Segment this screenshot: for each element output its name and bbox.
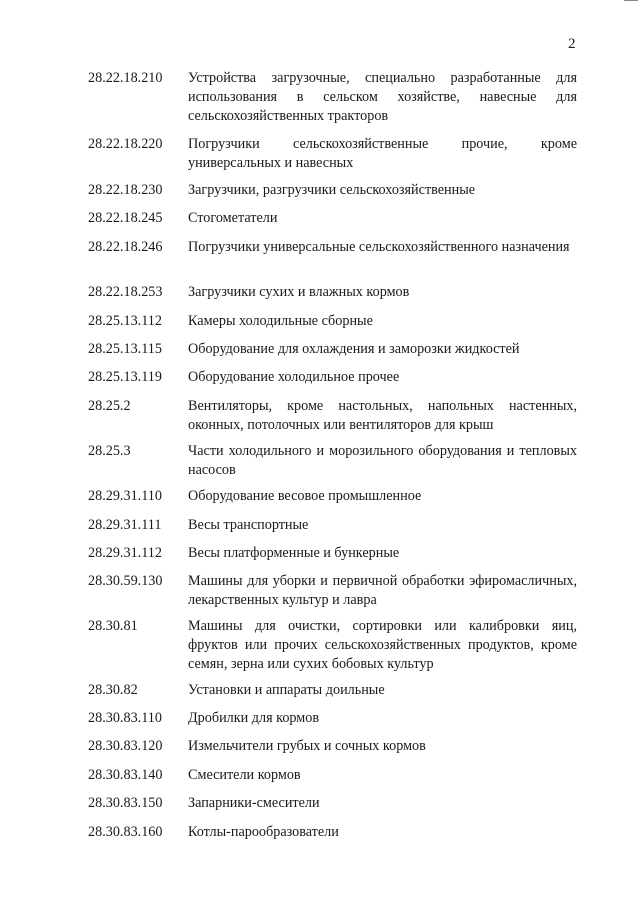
item-description: Загрузчики, разгрузчики сельскохозяйственные [188,182,476,198]
item-description: Котлы-парообразователи [188,824,339,840]
item-description: Измельчители грубых и сочных кормов [188,738,426,754]
okpd-code: 28.30.83.110 [88,710,162,726]
okpd-code: 28.30.83.140 [88,767,163,783]
okpd-code: 28.25.2 [88,398,131,414]
item-description: Оборудование для охлаждения и заморозки жидкостей [188,341,520,357]
item-description: Машины для уборки и первичной обработки эфиромасличных, лекарственных культур и лавра [188,573,577,608]
item-description: Запарники-смесители [188,795,320,811]
item-description: Вентиляторы, кроме настольных, напольных настенных, оконных, потолочных или вентиляторов для крыш [188,398,577,433]
list-item [88,737,578,766]
okpd-code: 28.29.31.112 [88,545,162,561]
okpd-code: 28.30.83.120 [88,738,163,754]
item-description: Весы платформенные и бункерные [188,545,400,561]
item-description: Весы транспортные [188,517,309,533]
item-description: Дробилки для кормов [188,710,320,726]
item-description: Оборудование холодильное прочее [188,369,400,385]
okpd-code: 28.22.18.246 [88,239,163,255]
list-item [88,368,578,397]
item-description: Погрузчики сельскохозяйственные прочие, кроме универсальных и навесных [188,136,577,171]
okpd-code: 28.29.31.111 [88,517,162,533]
list-item [88,766,578,794]
okpd-code: 28.25.13.115 [88,341,162,357]
list-item [88,209,578,238]
item-description: Части холодильного и морозильного оборудования и тепловых насосов [188,443,577,478]
item-description: Стогометатели [188,210,278,226]
okpd-code: 28.30.83.150 [88,795,163,811]
scan-corner-mark [624,0,638,1]
list-item [88,572,578,617]
list-item [88,794,578,823]
list-item [88,312,578,340]
classifier-list [88,69,578,851]
page-number: 2 [568,36,576,52]
okpd-code: 28.22.18.245 [88,210,163,226]
list-item [88,544,578,572]
okpd-code: 28.22.18.210 [88,70,163,86]
okpd-code: 28.29.31.110 [88,488,162,504]
list-item [88,238,578,283]
okpd-code: 28.25.3 [88,443,131,459]
okpd-code: 28.25.13.119 [88,369,162,385]
list-item [88,181,578,209]
item-description: Установки и аппараты доильные [188,682,385,698]
list-item [88,823,578,851]
list-item [88,709,578,737]
okpd-code: 28.30.81 [88,618,138,634]
okpd-code: 28.25.13.112 [88,313,162,329]
item-description: Камеры холодильные сборные [188,313,373,329]
list-item [88,135,578,181]
okpd-code: 28.30.82 [88,682,138,698]
list-item [88,283,578,312]
item-description: Загрузчики сухих и влажных кормов [188,284,410,300]
item-description: Устройства загрузочные, специально разработанные для использования в сельском хозяйстве, навесные для сельскохозяйственных тракторов [188,70,577,124]
list-item [88,617,578,681]
okpd-code: 28.22.18.220 [88,136,163,152]
list-item [88,340,578,368]
list-item [88,681,578,709]
list-item [88,487,578,516]
okpd-code: 28.30.83.160 [88,824,163,840]
item-description: Оборудование весовое промышленное [188,488,422,504]
item-description: Машины для очистки, сортировки или калибровки яиц, фруктов или прочих сельскохозяйственных продуктов, кроме семян, зерна или сухих бобовых культур [188,618,577,672]
list-item [88,516,578,544]
item-description: Смесители кормов [188,767,301,783]
item-description: Погрузчики универсальные сельскохозяйственного назначения [188,239,570,255]
okpd-code: 28.22.18.230 [88,182,163,198]
list-item [88,397,578,442]
list-item [88,69,578,135]
okpd-code: 28.22.18.253 [88,284,163,300]
okpd-code: 28.30.59.130 [88,573,163,589]
list-item [88,442,578,487]
